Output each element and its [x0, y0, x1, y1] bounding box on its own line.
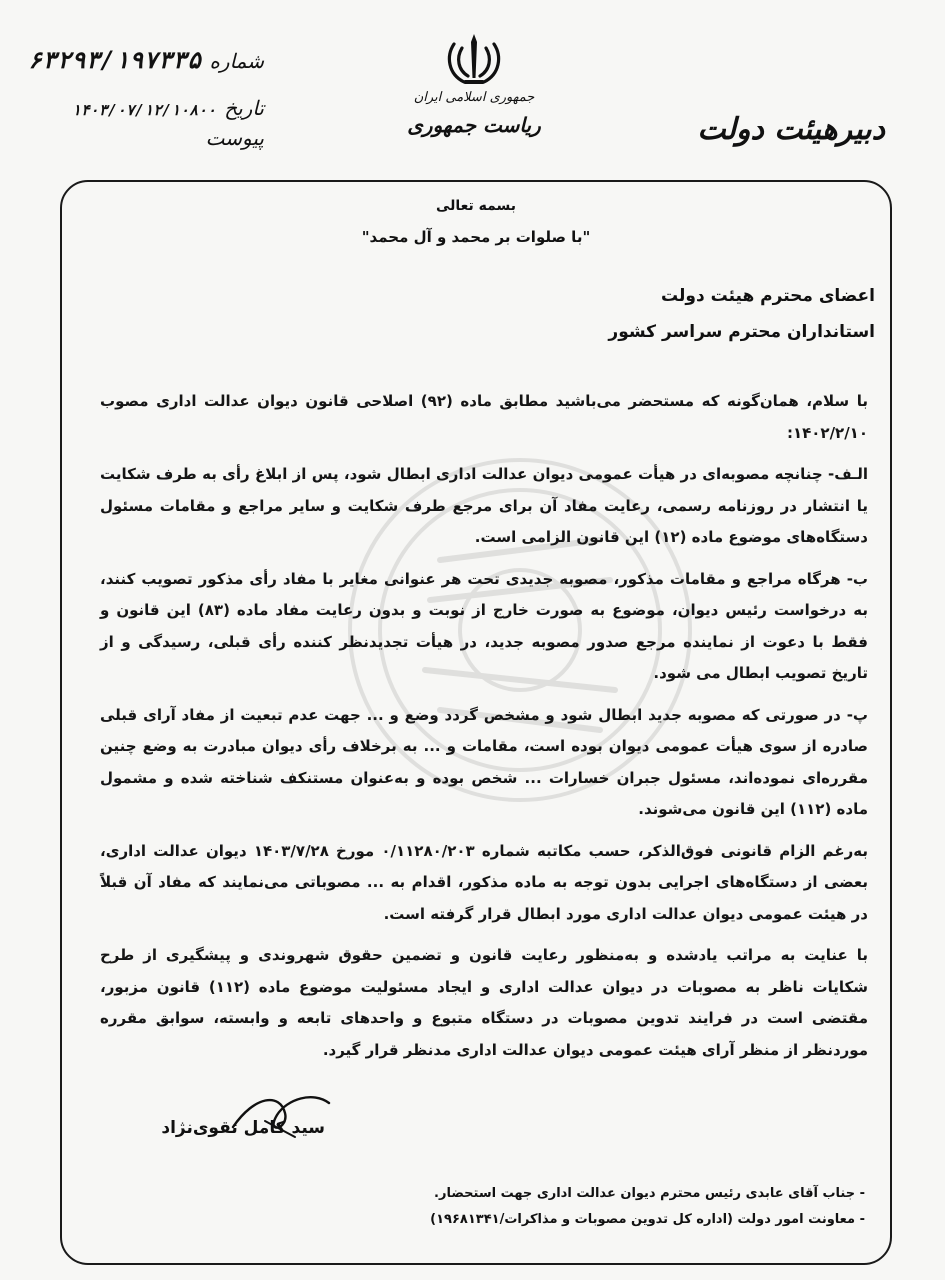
- paragraph-4: به‌رغم الزام قانونی فوق‌الذکر، حسب مکاتبه شماره ۰/۱۱۲۸۰/۲۰۳ مورخ ۱۴۰۳/۷/۲۸ دیوان عدالت اداری، بعضی از دستگاه‌های اجرایی بدون توجه به ماده مذکور، اقدام به ... مصوباتی می‌نمایند که مفاد آن قبلاً در هیئت عمومی دیوان عدالت اداری مورد ابطال قرار گرفته است.: [100, 841, 868, 923]
- clause-alef: [100, 459, 868, 554]
- number-value: ۶۳۲۹۳/۱۹۷۳۳۵: [28, 46, 202, 74]
- clause-alef-label: الـف-: [828, 465, 868, 483]
- basmala: بسمه تعالی: [435, 198, 517, 214]
- cc-line-2: - معاونت امور دولت (اداره کل تدوین مصوبات و مذاکرات/۱۹۶۸۱۳۴۱): [430, 1212, 865, 1227]
- addressee-cabinet: اعضای محترم هیئت دولت: [661, 286, 875, 306]
- letter-metadata: [28, 40, 264, 160]
- clause-pe-text: در صورتی که مصوبه جدید ابطال شود و مشخص گردد وضع و ... جهت عدم تبعیت از مفاد آرای قبلی صادره از سوی هیأت عمومی دیوان بوده است، مقامات و ... به برخلاف رأی دیوان مبادرت به وضع چنین مقرره‌ای نموده‌اند، مسئول جبران خسارات ... شخص بوده و به‌عنوان مستنکف شناخته شده و مشمول ماده (۱۱۲) این قانون می‌شوند.: [100, 705, 868, 818]
- attachment-row: [206, 126, 264, 150]
- clause-alef-text: چنانچه مصوبه‌ای در هیأت عمومی دیوان عدالت اداری ابطال شود، پس از ابلاغ رأی به طرف شکایت یا انتشار در روزنامه رسمی، رعایت مفاد آن برای مرجع طرف شکایت و سایر مراجع و مقامات مسئول دستگاه‌های موضوع ماده (۱۲) این قانون الزامی است.: [100, 465, 868, 546]
- clause-be-text: هرگاه مراجع و مقامات مذکور، مصوبه جدیدی تحت هر عنوانی مغایر با مفاد رأی مذکور تصویب کنند، به درخواست رئیس دیوان، موضوع به صورت خارج از نوبت و بدون رعایت مفاد ماده (۸۳) این قانون و فقط با دعوت از نماینده مرجع صدور مصوبه جدید، در هیأت تجدیدنظر کننده رأی قبلی، رسیدگی و از تاریخ تصویب ابطال می شود.: [100, 569, 868, 682]
- letterhead-center: [404, 30, 544, 137]
- number-row: [28, 46, 264, 74]
- paragraph-5: با عنایت به مراتب یادشده و به‌منظور رعایت قانون و تضمین حقوق شهروندی و پیشگیری از طرح شکایات ناظر به مصوبات در دیوان عدالت اداری و ایجاد مسئولیت موضوع ماده (۱۱۲) قانون مزبور، مقتضی است در فرایند تدوین مصوبات در دستگاه متبوع و واحدهای تابعه و وابسته، سوابق مقرره موردنظر از منظر آرای هیئت عمومی دیوان عدالت اداری مدنظر قرار گیرد.: [100, 946, 868, 1059]
- clause-be-label: ب-: [846, 569, 868, 588]
- iran-emblem-icon: [444, 30, 504, 88]
- cc-line-1: - جناب آقای عابدی رئیس محترم دیوان عدالت اداری جهت استحضار.: [434, 1186, 865, 1201]
- office-title: دبیرهیئت دولت: [697, 112, 885, 147]
- date-value: ۱۴۰۳/۰۷/۱۲/۱۰۸۰۰: [71, 101, 217, 119]
- letter-body: [100, 386, 868, 1066]
- country-name: جمهوری اسلامی ایران: [413, 90, 535, 105]
- clause-pe-label: پ-: [846, 705, 868, 724]
- number-label: شماره: [209, 49, 264, 73]
- date-label: تاریخ: [224, 96, 264, 120]
- presidency-title: ریاست جمهوری: [407, 113, 541, 137]
- intro-paragraph: با سلام، همان‌گونه که مستحضر می‌باشید مطابق ماده (۹۲) اصلاحی قانون دیوان عدالت اداری مصوب ۱۴۰۲/۲/۱۰:: [100, 392, 868, 442]
- addressee-governors: استانداران محترم سراسر کشور: [608, 322, 875, 342]
- salawat: "با صلوات بر محمد و آل محمد": [361, 228, 591, 246]
- clause-pe: [100, 700, 868, 826]
- date-row: [72, 96, 264, 120]
- signatory-name: سید کامل تقوی‌نژاد: [161, 1118, 325, 1138]
- attachment-label: پیوست: [205, 126, 264, 150]
- clause-be: [100, 564, 868, 690]
